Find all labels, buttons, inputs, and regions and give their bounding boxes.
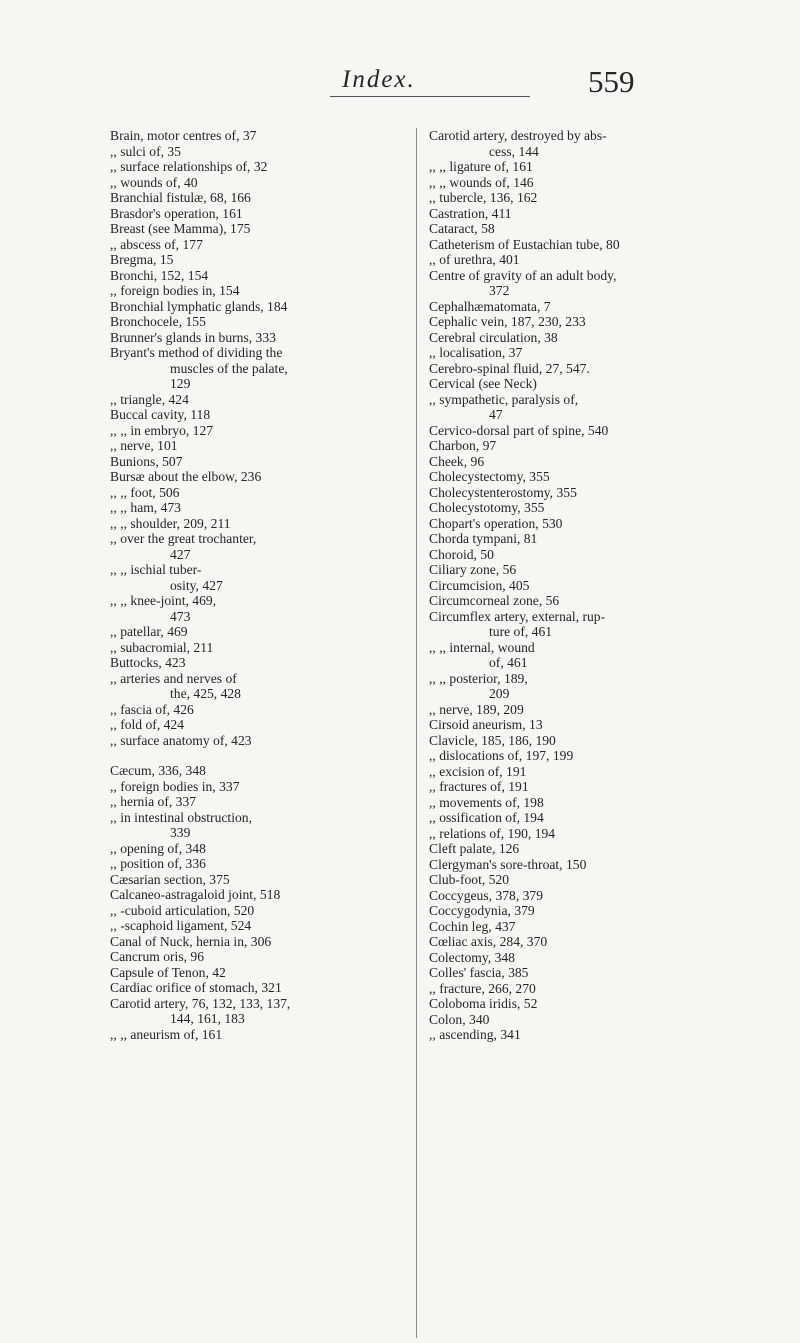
index-entry: Coccygeus, 378, 379 <box>429 887 544 903</box>
index-entry: ,, position of, 336 <box>110 856 206 871</box>
index-entry: ,, fractures of, 191 <box>429 779 529 794</box>
index-entry: Castration, 411 <box>429 205 512 221</box>
index-entry: ,, ,, posterior, 189, <box>429 670 528 686</box>
index-entry: Bregma, 15 <box>110 252 174 267</box>
index-entry: Cæcum, 336, 348 <box>110 763 206 778</box>
index-entry: 129 <box>170 376 191 391</box>
index-entry: Cerebral circulation, 38 <box>429 329 558 345</box>
index-entry: Centre of gravity of an adult body, <box>429 267 617 283</box>
index-entry: ,, sympathetic, paralysis of, <box>429 391 579 407</box>
index-entry: Cardiac orifice of stomach, 321 <box>110 980 282 995</box>
index-entry: ,, abscess of, 177 <box>110 236 203 252</box>
index-entry: Bronchi, 152, 154 <box>110 267 209 283</box>
index-entry: Clergyman's sore-throat, 150 <box>429 856 587 872</box>
index-entry: Coccygodynia, 379 <box>429 903 535 918</box>
index-entry: ,, foreign bodies in, 154 <box>110 283 240 298</box>
index-entry: Brunner's glands in burns, 333 <box>110 329 276 345</box>
header-rule <box>330 96 530 97</box>
index-entry: ,, ,, shoulder, 209, 211 <box>110 515 231 531</box>
index-entry: ,, ,, internal, wound <box>429 639 535 655</box>
index-entry: Bronchocele, 155 <box>110 314 206 329</box>
index-entry: ,, triangle, 424 <box>110 391 189 407</box>
column-divider <box>416 128 417 1338</box>
index-entry: Ciliary zone, 56 <box>429 562 517 577</box>
index-entry: Cirsoid aneurism, 13 <box>429 717 543 732</box>
index-entry: Circumcision, 405 <box>429 577 530 593</box>
index-entry: 144, 161, 183 <box>170 1011 245 1026</box>
index-entry: Breast (see Mamma), 175 <box>110 221 251 236</box>
index-entry: Cholecystenterostomy, 355 <box>429 484 577 500</box>
index-entry: Choroid, 50 <box>429 546 494 562</box>
index-entry: ,, nerve, 189, 209 <box>429 701 524 717</box>
index-entry: Bursæ about the elbow, 236 <box>110 469 262 484</box>
index-entry: Buccal cavity, 118 <box>110 407 211 422</box>
index-entry: ,, relations of, 190, 194 <box>429 825 556 841</box>
index-entry: Cephalic vein, 187, 230, 233 <box>429 314 586 329</box>
index-entry: Cephalhæmatomata, 7 <box>429 298 551 314</box>
index-entry: ,, surface anatomy of, 423 <box>110 732 252 748</box>
index-entry: ,, nerve, 101 <box>110 438 178 453</box>
index-entry: ,, -scaphoid ligament, 524 <box>110 918 252 933</box>
index-entry: ,, ossification of, 194 <box>429 810 544 825</box>
page-number: 559 <box>588 64 635 99</box>
index-entry: ,, of urethra, 401 <box>429 252 520 267</box>
index-entry: Bryant's method of dividing the <box>110 345 283 360</box>
index-entry: Buttocks, 423 <box>110 655 186 670</box>
index-entry: Brasdor's operation, 161 <box>110 205 243 221</box>
index-entry: Calcaneo-astragaloid joint, 518 <box>110 887 281 902</box>
index-entry: Colectomy, 348 <box>429 949 515 965</box>
index-entry: ,, in intestinal obstruction, <box>110 809 252 825</box>
index-entry: ,, patellar, 469 <box>110 624 188 639</box>
index-entry: Cœliac axis, 284, 370 <box>429 934 548 949</box>
index-entry: ,, fascia of, 426 <box>110 701 194 717</box>
index-entry: ,, over the great trochanter, <box>110 531 257 546</box>
index-entry: Circumflex artery, external, rup- <box>429 608 606 624</box>
index-entry: Clavicle, 185, 186, 190 <box>429 732 556 748</box>
index-entry: Bunions, 507 <box>110 453 183 469</box>
index-entry: Cerebro-spinal fluid, 27, 547. <box>429 360 590 376</box>
index-entry: Coloboma iridis, 52 <box>429 996 538 1011</box>
index-entry: ,, ,, ischial tuber- <box>110 562 202 577</box>
index-entry: ,, opening of, 348 <box>110 840 206 856</box>
index-entry: ,, fold of, 424 <box>110 717 185 732</box>
index-entry: Cleft palate, 126 <box>429 841 520 856</box>
index-entry: ,, excision of, 191 <box>429 763 527 779</box>
index-entry: ,, -cuboid articulation, 520 <box>110 902 255 918</box>
index-entry: ,, dislocations of, 197, 199 <box>429 748 574 763</box>
index-entry: Cheek, 96 <box>429 453 485 469</box>
index-entry: ,, arteries and nerves of <box>110 670 237 686</box>
index-entry: of, 461 <box>489 655 528 670</box>
index-entry: cess, 144 <box>489 143 539 159</box>
index-entry: Bronchial lymphatic glands, 184 <box>110 298 288 314</box>
index-entry: the, 425, 428 <box>170 686 241 701</box>
right-index-column <box>429 128 729 1043</box>
index-entry: ,, ,, ham, 473 <box>110 500 181 515</box>
index-entry: ture of, 461 <box>489 624 553 639</box>
index-entry: ,, ,, ligature of, 161 <box>429 159 533 174</box>
index-entry: muscles of the palate, <box>170 360 288 376</box>
index-entry: ,, foreign bodies in, 337 <box>110 778 240 794</box>
index-entry: ,, tubercle, 136, 162 <box>429 190 538 205</box>
index-entry: Branchial fistulæ, 68, 166 <box>110 190 251 205</box>
index-entry: osity, 427 <box>170 577 223 593</box>
index-entry: ,, ,, in embryo, 127 <box>110 422 214 438</box>
index-entry: Cervico-dorsal part of spine, 540 <box>429 422 609 438</box>
index-entry: Cervical (see Neck) <box>429 376 537 391</box>
index-entry: 209 <box>489 686 510 701</box>
index-entry: ,, ,, wounds of, 146 <box>429 174 534 190</box>
index-entry: Circumcorneal zone, 56 <box>429 593 560 608</box>
index-entry: Cancrum oris, 96 <box>110 949 205 964</box>
index-entry: ,, sulci of, 35 <box>110 143 181 159</box>
index-entry: Cholecystotomy, 355 <box>429 500 545 515</box>
page-header <box>0 62 800 122</box>
index-entry: Cæsarian section, 375 <box>110 871 230 887</box>
index-entry: 339 <box>170 825 191 840</box>
index-entry: Chorda tympani, 81 <box>429 531 538 546</box>
index-entry: Catheterism of Eustachian tube, 80 <box>429 236 620 252</box>
index-entry: ,, subacromial, 211 <box>110 639 214 655</box>
index-entry: Carotid artery, destroyed by abs- <box>429 128 607 143</box>
index-entry: Cochin leg, 437 <box>429 918 516 934</box>
index-entry: 47 <box>489 407 503 422</box>
index-entry: Colles' fascia, 385 <box>429 965 529 980</box>
index-entry: 372 <box>489 283 510 298</box>
index-entry: 427 <box>170 546 191 562</box>
index-entry: Brain, motor centres of, 37 <box>110 128 257 143</box>
index-entry: Colon, 340 <box>429 1011 490 1027</box>
index-entry: ,, fracture, 266, 270 <box>429 980 536 996</box>
index-entry: Cataract, 58 <box>429 221 495 236</box>
index-entry: Capsule of Tenon, 42 <box>110 964 226 980</box>
index-entry: ,, wounds of, 40 <box>110 174 198 190</box>
index-title: Index. <box>342 66 416 93</box>
index-entry: 473 <box>170 608 191 624</box>
index-entry: ,, movements of, 198 <box>429 794 544 810</box>
index-entry: ,, localisation, 37 <box>429 345 523 360</box>
index-entry: Charbon, 97 <box>429 438 497 453</box>
index-entry: ,, hernia of, 337 <box>110 794 197 809</box>
index-entry: ,, surface relationships of, 32 <box>110 159 268 174</box>
left-index-column <box>110 128 410 1042</box>
index-entry: ,, ascending, 341 <box>429 1027 521 1042</box>
index-entry: Chopart's operation, 530 <box>429 515 563 531</box>
index-entry: Club-foot, 520 <box>429 872 510 887</box>
index-entry: Carotid artery, 76, 132, 133, 137, <box>110 995 291 1011</box>
index-entry: ,, ,, aneurism of, 161 <box>110 1026 223 1042</box>
index-entry: ,, ,, knee-joint, 469, <box>110 593 217 608</box>
index-entry: ,, ,, foot, 506 <box>110 484 180 500</box>
index-entry: Canal of Nuck, hernia in, 306 <box>110 933 272 949</box>
index-entry: Cholecystectomy, 355 <box>429 469 550 484</box>
